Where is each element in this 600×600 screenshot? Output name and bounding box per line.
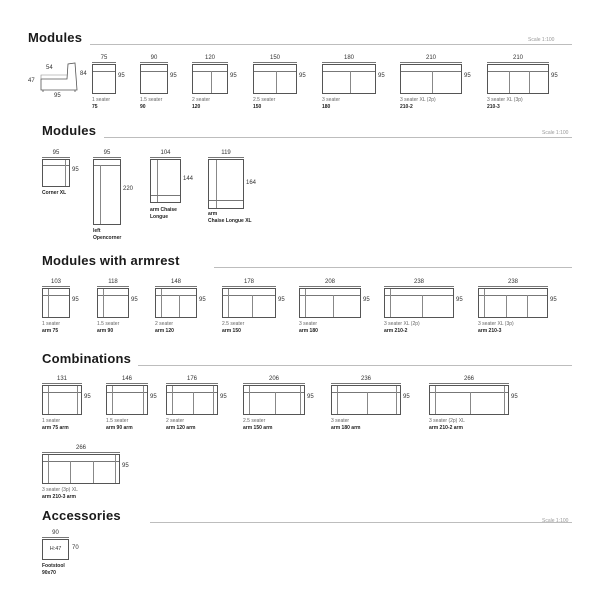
module-caption: 2 seater [155,321,174,327]
dimension-depth: 95 [199,297,206,303]
module-caption: 3 seater [322,97,341,103]
module-2-seater [192,55,240,111]
combination-arm-180-arm [331,376,417,436]
module-outline [192,64,228,94]
module-caption: 3 seater [299,321,318,327]
dimension-width: 266 [463,376,474,382]
dimension-depth: 95 [170,73,177,79]
dimension-width: 146 [121,376,132,382]
dimension-depth: 95 [118,73,125,79]
dimension-width: 180 [343,55,354,61]
module-caption: 2 seater [166,418,185,424]
module-3-seater-xl-2p [400,55,476,111]
module-code: 180 [322,104,331,110]
module-code: Chaise Longue XL [208,218,252,224]
module-code: arm 90 arm [106,425,133,431]
module-caption: 3 seater XL (3p) [487,97,523,103]
module-code: Longue [150,214,169,220]
module-arm-chaise-longue [150,150,200,225]
dimension-width: 238 [413,279,424,285]
dimension-width: 150 [269,55,280,61]
module-3-seater-arm [299,279,373,339]
accessory-footstool [42,530,84,580]
dimension-width: 75 [100,55,108,61]
dimension-depth: 95 [84,394,91,400]
module-outline [222,288,276,318]
dimension-depth: 164 [246,180,257,186]
module-outline [42,385,82,415]
module-caption: Footstool [42,563,65,569]
module-outline [322,64,376,94]
module-code: arm 120 [155,328,174,334]
section-divider [214,267,572,268]
module-3-seater-xl-3p-arm [478,279,562,339]
module-caption: 3 seater XL (3p) [478,321,514,327]
dimension-width: 131 [56,376,67,382]
dimension-depth: 95 [220,394,227,400]
dimension-width: 119 [221,150,231,156]
section-title-combinations: Combinations [42,351,132,366]
module-1-5-seater-arm [97,279,141,339]
dimension-width: 206 [268,376,279,382]
module-caption: 1.5 seater [140,97,163,103]
dimension-depth: 70 [72,545,79,551]
dimension-depth: 95 [54,93,61,99]
module-outline [487,64,549,94]
module-outline [140,64,168,94]
dimension-width: 90 [150,55,158,61]
module-2-seater-arm [155,279,209,339]
module-outline [331,385,401,415]
module-caption: 1 seater [42,418,61,424]
dimension-width: 266 [75,445,86,451]
section-divider [150,522,572,523]
module-1-seater-arm [42,279,82,339]
module-outline [400,64,462,94]
dimension-depth: 95 [550,297,557,303]
module-outline [299,288,361,318]
dimension-width: 210 [512,55,523,61]
dimension-width: 95 [103,150,111,156]
module-caption: arm Chaise [150,207,177,213]
dimension-width: 178 [243,279,254,285]
module-outline [97,288,129,318]
side-profile-drawing [37,60,81,92]
module-caption: 3 seater XL (2p) [400,97,436,103]
module-caption: left [93,228,101,234]
dimension-depth: 95 [456,297,463,303]
module-outline [155,288,197,318]
dimension-width: 176 [186,376,197,382]
dimension-depth: 95 [72,297,79,303]
combination-arm-120-arm [166,376,232,436]
module-code: 90 [140,104,146,110]
scale-label: Scale 1:100 [542,130,569,136]
dimension-depth: 95 [464,73,471,79]
module-outline [42,539,69,560]
module-code: 210-2 [400,104,413,110]
module-outline [478,288,548,318]
module-outline [429,385,509,415]
module-caption: 1.5 seater [97,321,120,327]
dimension-width: 118 [108,279,118,285]
module-outline [93,159,121,225]
module-code: arm 75 [42,328,59,334]
dimension-depth: 95 [551,73,558,79]
dimension-depth: 95 [72,167,79,173]
module-code: arm 210-3 arm [42,494,76,500]
module-caption: 2 seater [192,97,211,103]
module-caption: 3 seater (3p) XL [42,487,78,493]
module-code: arm 210-2 arm [429,425,463,431]
footstool-height-label: H:47 [49,546,62,552]
dimension-width: 148 [170,279,181,285]
combination-arm-75-arm [42,376,96,436]
dimension-width: 210 [425,55,436,61]
dimension-seat-height: 47 [28,78,35,84]
module-2-5-seater [253,55,309,111]
dimension-depth: 220 [123,186,134,192]
section-title-accessories: Accessories [42,508,121,523]
scale-label: Scale 1:100 [528,37,555,43]
module-code: 75 [92,104,98,110]
dimension-width: 236 [360,376,371,382]
module-code: arm 210-3 [478,328,502,334]
module-caption: 3 seater [331,418,350,424]
section-title-modules-armrest: Modules with armrest [42,253,180,268]
module-code: 90x70 [42,570,56,576]
scale-label: Scale 1:100 [542,518,569,524]
module-caption: 3 seater (2p) XL [429,418,465,424]
dimension-width: 95 [52,150,60,156]
dimension-width: 208 [324,279,335,285]
section-title-modules: Modules [28,30,83,45]
module-outline [42,159,70,187]
module-outline [92,64,116,94]
module-3-seater-xl-3p [487,55,563,111]
module-3-seater-xl-2p-arm [384,279,468,339]
module-left-opencorner [93,150,139,246]
dimension-seat-depth: 54 [46,65,53,71]
module-caption: Corner XL [42,190,67,196]
module-3-seater [322,55,386,111]
section-divider [138,365,572,366]
module-caption: arm [208,211,218,217]
combination-arm-90-arm [106,376,164,436]
module-code: arm 75 arm [42,425,69,431]
module-code: arm 120 arm [166,425,196,431]
dimension-width: 103 [50,279,61,285]
dimension-depth: 95 [511,394,518,400]
module-code: Opencorner [93,235,122,241]
module-code: 150 [253,104,262,110]
dimension-depth: 95 [378,73,385,79]
side-profile-view [28,58,90,104]
dimension-depth: 95 [403,394,410,400]
module-1-5-seater [140,55,178,111]
dimension-width: 90 [52,530,59,536]
module-corner-xl [42,150,82,202]
module-2-5-seater-arm [222,279,288,339]
module-code: arm 150 arm [243,425,273,431]
module-outline [243,385,305,415]
dimension-width: 120 [204,55,215,61]
module-arm-chaise-longue-xl [208,150,272,226]
module-caption: 2.5 seater [222,321,245,327]
module-outline [166,385,218,415]
module-code: arm 150 [222,328,241,334]
module-1-seater [92,55,126,111]
module-outline [150,159,181,203]
module-caption: 2.5 seater [253,97,276,103]
module-code: arm 210-2 [384,328,408,334]
module-caption: 1 seater [42,321,61,327]
dimension-width: 104 [160,150,171,156]
dimension-depth: 95 [131,297,138,303]
dimension-depth: 95 [230,73,237,79]
module-outline [208,159,244,209]
dimension-depth: 95 [150,394,157,400]
dimension-depth: 95 [307,394,314,400]
module-outline [384,288,454,318]
module-code: arm 180 [299,328,318,334]
module-caption: 1.5 seater [106,418,129,424]
module-code: 210-3 [487,104,500,110]
dimension-depth: 144 [183,176,194,182]
module-caption: 3 seater XL (2p) [384,321,420,327]
dimension-width: 238 [507,279,518,285]
section-divider [90,44,572,45]
module-code: 120 [192,104,201,110]
section-divider [104,137,572,138]
module-outline [42,454,120,484]
dimension-depth: 95 [363,297,370,303]
dimension-depth: 95 [122,463,129,469]
module-caption: 2.5 seater [243,418,266,424]
dimension-depth: 95 [278,297,285,303]
module-outline [106,385,148,415]
module-code: arm 180 arm [331,425,361,431]
module-code: arm 90 [97,328,114,334]
module-outline [253,64,297,94]
section-title-corner-modules: Modules [42,123,97,138]
combination-arm-210-2-arm [429,376,523,436]
dimension-back-height: 84 [80,71,87,77]
combination-arm-150-arm [243,376,321,436]
module-outline [42,288,70,318]
combination-arm-210-3-arm [42,445,136,505]
dimension-depth: 95 [299,73,306,79]
module-caption: 1 seater [92,97,111,103]
